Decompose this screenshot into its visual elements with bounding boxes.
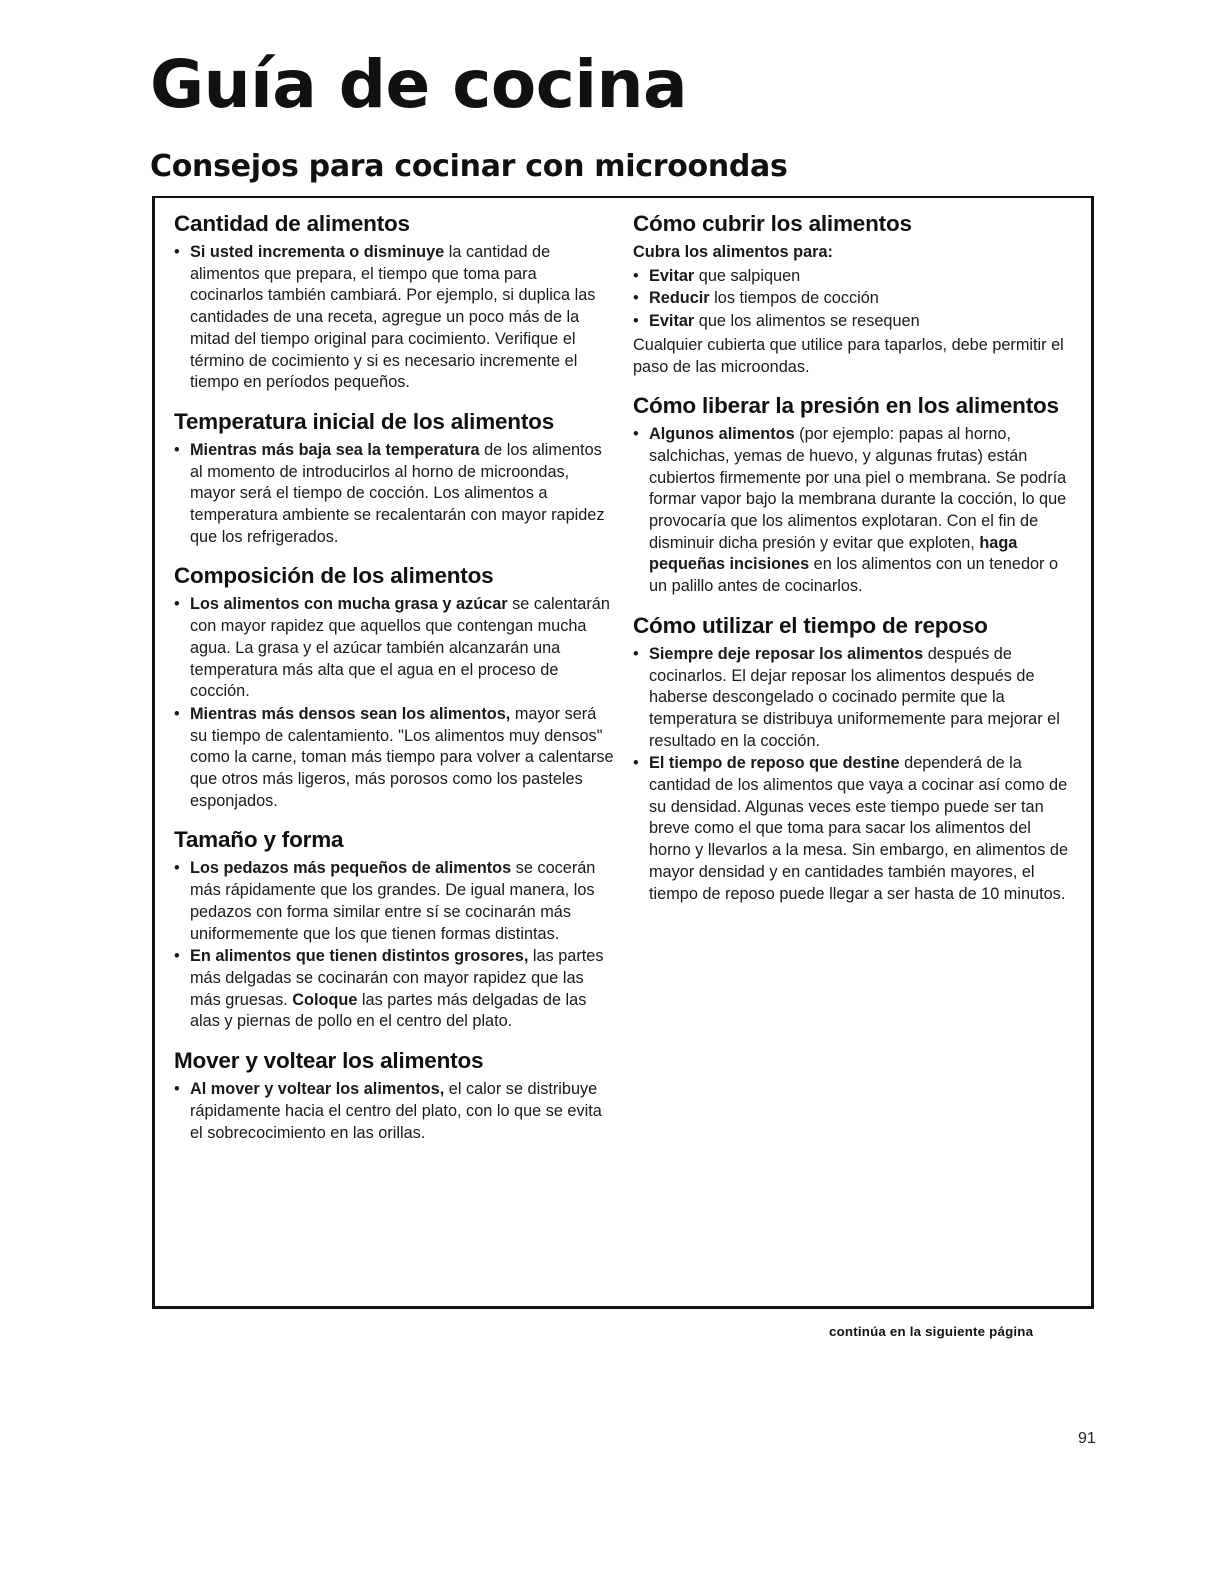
emphasis: El tiempo de reposo que destine bbox=[649, 754, 900, 773]
bullet-icon: • bbox=[633, 289, 639, 308]
bullet-icon: • bbox=[633, 644, 639, 663]
page-subtitle: Consejos para cocinar con microondas bbox=[150, 149, 788, 184]
emphasis: Cubra los alimentos para: bbox=[633, 243, 833, 261]
body-text: (por ejemplo: papas al horno, salchichas, yemas de huevo, y algunas frutas) están cubiertos firmemente por una piel o membrana. Se podría formar vapor bajo la membrana durante la cocción, lo que provocaría que los alimentos explotaran. Con el fin de disminuir dicha presión y evitar que exploten, bbox=[649, 425, 1067, 552]
continue-note: continúa en la siguiente página bbox=[829, 1324, 1034, 1339]
emphasis: Evitar bbox=[649, 312, 695, 331]
list-item bbox=[633, 266, 1073, 288]
list-item bbox=[633, 644, 1073, 753]
emphasis: haga pequeñas incisiones bbox=[649, 533, 1018, 574]
list-item bbox=[174, 946, 614, 1033]
list-item bbox=[633, 424, 1073, 598]
emphasis: Los alimentos con mucha grasa y azúcar bbox=[190, 595, 508, 614]
list-item bbox=[174, 858, 614, 945]
bullet-icon: • bbox=[174, 704, 180, 723]
bullet-icon: • bbox=[174, 595, 180, 614]
list-item bbox=[174, 1079, 614, 1144]
body-text: el calor se distribuye rápidamente hacia el centro del plato, con lo que se evita el sobrecocimiento en las orillas. bbox=[190, 1080, 602, 1142]
body-text: se cocerán más rápidamente que los grandes. De igual manera, los pedazos con forma similar entre sí se cocinarán más uniformemente que los que tienen formas distintas. bbox=[190, 859, 596, 943]
section-heading: Cómo liberar la presión en los alimentos bbox=[633, 393, 1059, 419]
content-box bbox=[152, 196, 1094, 1309]
page-title: Guía de cocina bbox=[150, 46, 688, 123]
body-text: en los alimentos con un tenedor o un palillo antes de cocinarlos. bbox=[649, 555, 1059, 596]
body-text: que los alimentos se resequen bbox=[694, 312, 920, 331]
section-heading: Temperatura inicial de los alimentos bbox=[174, 408, 555, 434]
bullet-icon: • bbox=[174, 440, 180, 459]
body-text: la cantidad de alimentos que prepara, el tiempo que toma para cocinarlos también cambiará. Por ejemplo, si duplica las cantidades de una receta, agregue un poco más de la mitad del tiempo original para cocimiento. Verifique el término de cocimiento y si es necesario incremente el tiempo en períodos pequeños. bbox=[190, 243, 596, 392]
section-composition bbox=[174, 564, 614, 812]
section-size-shape bbox=[174, 828, 614, 1033]
bullet-icon: • bbox=[174, 859, 180, 878]
bullet-icon: • bbox=[174, 1080, 180, 1099]
section-heading: Cómo utilizar el tiempo de reposo bbox=[633, 612, 988, 638]
body-text: mayor será su tiempo de calentamiento. "Los alimentos muy densos" como la carne, toman más tiempo para volver a calentarse que otros más ligeros, más porosos como los pasteles esponjados. bbox=[190, 704, 614, 810]
bullet-icon: • bbox=[633, 425, 639, 444]
bullet-icon: • bbox=[174, 947, 180, 966]
section-heading: Mover y voltear los alimentos bbox=[174, 1048, 484, 1074]
emphasis: Algunos alimentos bbox=[649, 425, 795, 444]
section-standing-time bbox=[633, 614, 1073, 905]
bullet-icon: • bbox=[633, 266, 639, 285]
emphasis: Los pedazos más pequeños de alimentos bbox=[190, 859, 512, 878]
body-text: dependerá de la cantidad de los alimentos que vaya a cocinar así como de su densidad. Algunas veces este tiempo puede ser tan breve como el que toma para sacar los alimentos del horno y llevarlos a la mesa. Sin embargo, en alimentos de mayor densidad y en cantidades también mayores, el tiempo de reposo puede llegar a ser hasta de 10 minutos. bbox=[649, 754, 1069, 903]
list-item bbox=[174, 242, 614, 394]
body-text: las partes más delgadas se cocinarán con mayor rapidez que las más gruesas. bbox=[190, 947, 604, 1009]
section-covering bbox=[633, 212, 1073, 378]
body-text: las partes más delgadas de las alas y piernas de pollo en el centro del plato. bbox=[190, 990, 587, 1031]
right-column bbox=[633, 212, 1073, 921]
intro-text bbox=[633, 242, 1073, 264]
emphasis: Coloque bbox=[292, 990, 358, 1009]
bullet-icon: • bbox=[633, 312, 639, 331]
list-item bbox=[174, 440, 614, 549]
left-column bbox=[174, 212, 614, 1160]
emphasis: Reducir bbox=[649, 289, 710, 308]
section-heading: Composición de los alimentos bbox=[174, 563, 494, 589]
list-item bbox=[633, 753, 1073, 905]
body-text: los tiempos de cocción bbox=[709, 289, 879, 308]
emphasis: Al mover y voltear los alimentos, bbox=[190, 1080, 445, 1099]
list-item bbox=[174, 704, 614, 813]
emphasis: Siempre deje reposar los alimentos bbox=[649, 644, 924, 663]
list-item bbox=[633, 311, 1073, 333]
body-text: se calentarán con mayor rapidez que aquellos que contengan mucha agua. La grasa y el azúcar también alcanzarán una temperatura más alta que el agua en el proceso de cocción. bbox=[190, 595, 610, 701]
page-number: 91 bbox=[1078, 1430, 1096, 1447]
section-heading: Cómo cubrir los alimentos bbox=[633, 211, 912, 236]
section-heading: Tamaño y forma bbox=[174, 827, 344, 853]
emphasis: Si usted incrementa o disminuye bbox=[190, 243, 445, 261]
emphasis: En alimentos que tienen distintos grosores, bbox=[190, 947, 529, 966]
emphasis: Evitar bbox=[649, 266, 695, 285]
bullet-icon: • bbox=[174, 243, 180, 261]
note-text: Cualquier cubierta que utilice para taparlos, debe permitir el paso de las microondas. bbox=[633, 335, 1064, 376]
emphasis: Mientras más densos sean los alimentos, bbox=[190, 704, 511, 723]
list-item bbox=[174, 594, 614, 703]
section-heading: Cantidad de alimentos bbox=[174, 211, 410, 236]
bullet-icon: • bbox=[633, 754, 639, 773]
section-quantity bbox=[174, 212, 614, 394]
body-text: que salpiquen bbox=[694, 266, 801, 285]
section-pressure bbox=[633, 394, 1073, 598]
body-text: de los alimentos al momento de introducirlos al horno de microondas, mayor será el tiempo de cocción. Los alimentos a temperatura ambiente se recalentarán con mayor rapidez que los refrigerados. bbox=[190, 440, 605, 546]
emphasis: Mientras más baja sea la temperatura bbox=[190, 440, 480, 459]
section-stirring-turning bbox=[174, 1049, 614, 1144]
body-text: después de cocinarlos. El dejar reposar los alimentos después de haberse descongelado o cocinado permite que la temperatura se distribuya uniformemente para mejorar el resultado en la cocción. bbox=[649, 644, 1060, 750]
list-item bbox=[633, 288, 1073, 310]
section-initial-temperature bbox=[174, 410, 614, 549]
